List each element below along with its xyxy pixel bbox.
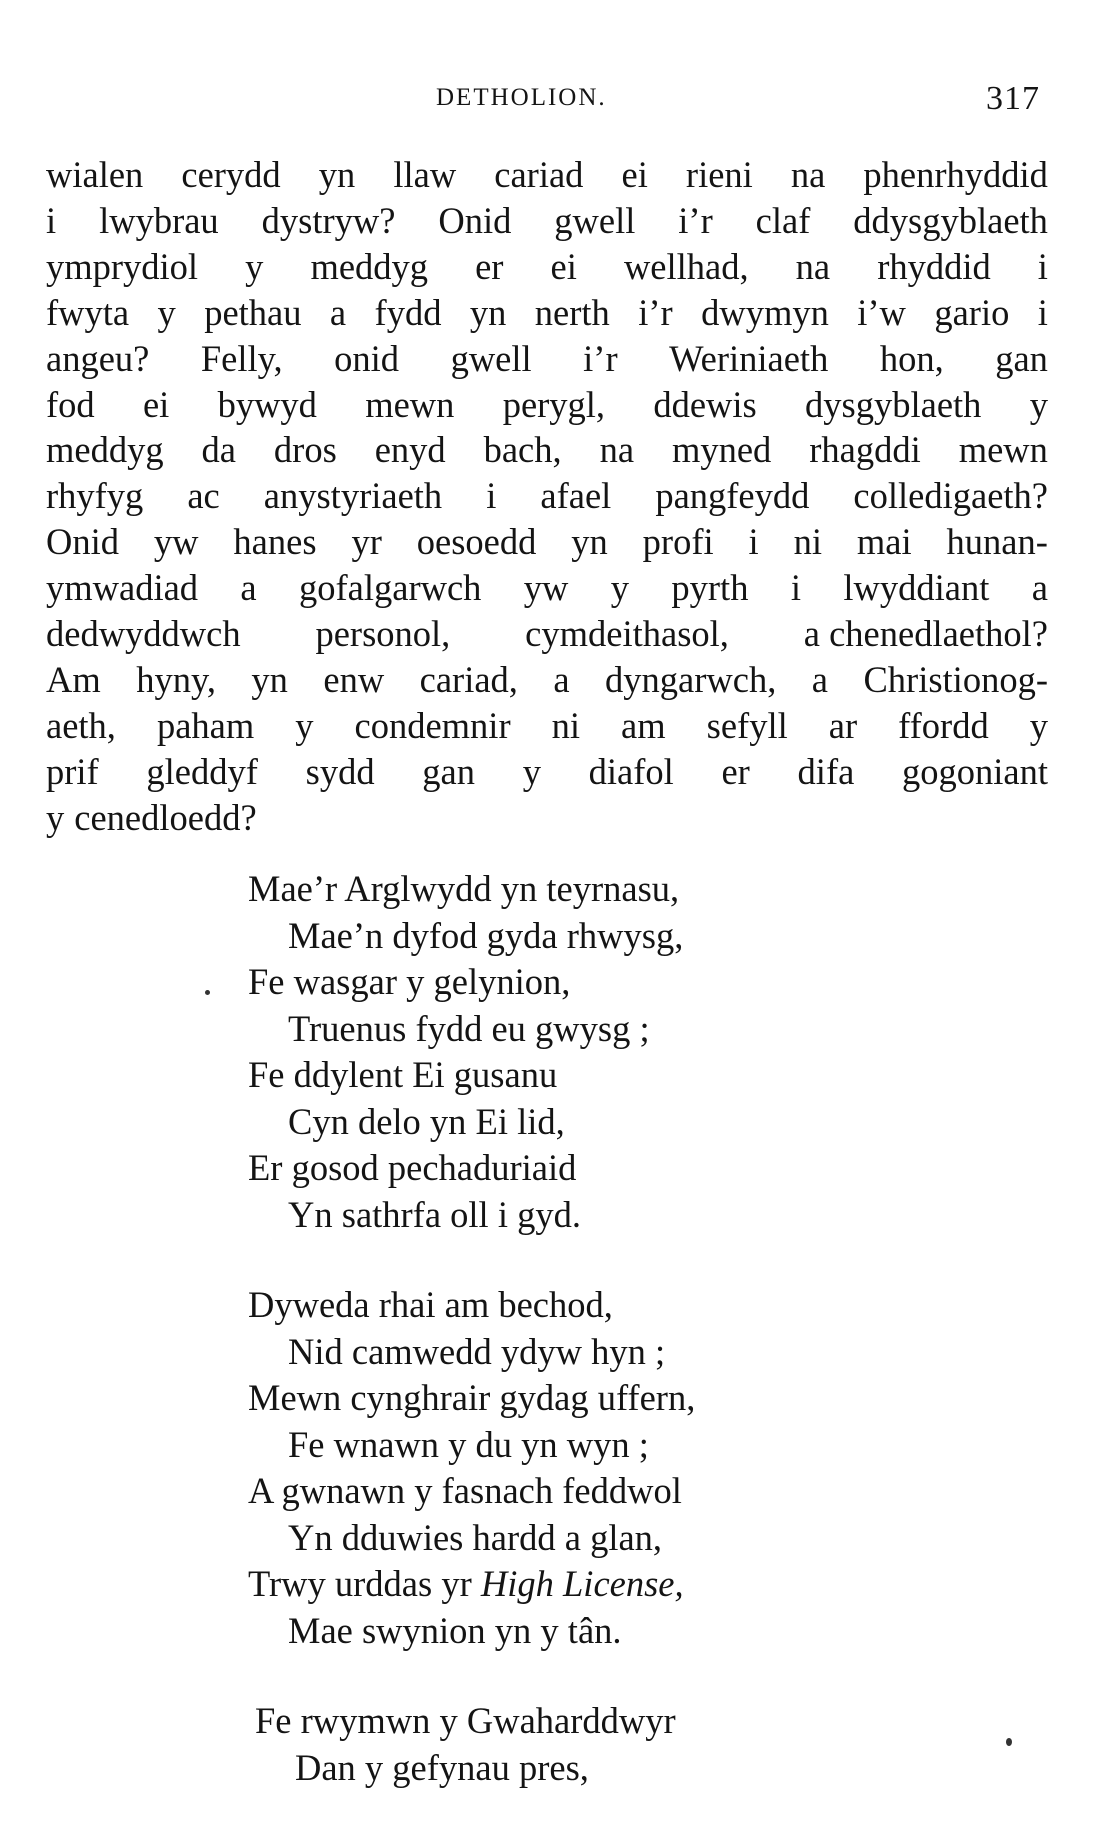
prose-word: er: [721, 750, 750, 792]
prose-word: hon,: [879, 337, 944, 379]
print-speck: [1006, 1738, 1012, 1746]
prose-line: [46, 703, 1048, 749]
prose-word: yn: [251, 658, 288, 700]
verse-line: [248, 1099, 968, 1146]
prose-word: pyrth: [671, 567, 749, 609]
prose-word: y: [46, 796, 65, 838]
prose-word: gofalgarwch: [299, 567, 482, 609]
verse-line-text: Fe rwymwn y Gwaharddwyr: [255, 1700, 676, 1741]
prose-line: [46, 565, 1048, 611]
prose-word: ac: [187, 475, 220, 517]
prose-word: mewn: [958, 429, 1048, 471]
prose-line: [46, 749, 1048, 795]
prose-word: wellhad,: [623, 245, 749, 287]
prose-word: perygl,: [502, 383, 606, 425]
prose-word: enw: [323, 658, 385, 700]
prose-word: ddewis: [653, 383, 757, 425]
prose-word: am: [621, 704, 666, 746]
verse-line: [248, 1608, 968, 1655]
prose-word: yr: [351, 521, 382, 563]
running-title: DETHOLION.: [436, 84, 607, 111]
prose-word: yn: [571, 521, 608, 563]
prose-word: rhyfyg: [46, 475, 144, 517]
verse-stanza-1: [248, 866, 968, 1238]
verse-line-text: Fe wnawn y du yn wyn ;: [288, 1423, 649, 1465]
verse-line-text: Dyweda rhai am bechod,: [248, 1284, 613, 1325]
verse-line: [255, 1698, 975, 1745]
prose-paragraph: [46, 152, 1048, 841]
verse-line-text: Mae’r Arglwydd yn teyrnasu,: [248, 868, 680, 909]
prose-word: y: [610, 567, 630, 609]
prose-word: na: [790, 154, 826, 195]
prose-word: ymwadiad: [46, 567, 199, 609]
prose-word: i: [46, 199, 57, 241]
prose-word: lwybrau: [99, 199, 219, 241]
prose-word: cariad,: [419, 658, 518, 700]
prose-word: gwell: [450, 337, 532, 379]
verse-line: [248, 913, 968, 960]
prose-word: cariad: [494, 154, 584, 195]
prose-line: [46, 611, 1048, 657]
prose-word: Onid: [438, 199, 512, 241]
verse-line-text: Trwy urddas yr: [248, 1563, 481, 1604]
prose-word: nerth: [534, 291, 610, 333]
prose-word: gario: [934, 291, 1010, 333]
verse-line: [255, 1745, 975, 1792]
prose-word: personol,: [315, 613, 451, 655]
prose-word: i’r: [638, 291, 673, 333]
prose-word: aeth,: [46, 704, 116, 746]
verse-line: [248, 1282, 968, 1329]
prose-word: i’r: [583, 337, 618, 379]
prose-word: hanes: [233, 521, 317, 563]
prose-word: i: [748, 521, 759, 563]
verse-line: [248, 1192, 968, 1239]
page-number: 317: [986, 80, 1040, 117]
prose-word: er: [475, 245, 504, 287]
prose-word: profi: [642, 521, 714, 563]
prose-word: Weriniaeth: [669, 337, 829, 379]
prose-word: dystryw?: [261, 199, 396, 241]
verse-line-italic: High License,: [480, 1563, 684, 1604]
prose-word: phenrhyddid: [863, 154, 1048, 195]
prose-word: lwyddiant: [843, 567, 990, 609]
prose-word: myned: [671, 429, 772, 471]
prose-line: [46, 795, 1048, 841]
prose-word: sefyll: [706, 704, 788, 746]
prose-word: afael: [540, 475, 612, 517]
verse-line-text: Truenus fydd eu gwysg ;: [288, 1007, 650, 1049]
prose-word: na: [599, 429, 635, 471]
prose-line: [46, 382, 1048, 428]
prose-word: mai: [856, 521, 912, 563]
prose-word: ei: [550, 245, 577, 287]
prose-word: i’r: [678, 199, 713, 241]
prose-word: dedwyddwch: [46, 613, 241, 655]
verse-line-text: Mewn cynghrair gydag uffern,: [248, 1377, 696, 1418]
prose-word: diafol: [588, 750, 674, 792]
prose-word: ffordd: [898, 704, 989, 746]
prose-word: gan: [422, 750, 475, 792]
prose-word: a: [329, 291, 347, 333]
prose-word: i: [486, 475, 497, 517]
prose-word: claf: [755, 199, 811, 241]
verse-line-text: Yn sathrfa oll i gyd.: [288, 1193, 581, 1235]
prose-line: [46, 244, 1048, 290]
prose-word: yn: [318, 154, 356, 195]
verse-line: [248, 1006, 968, 1053]
prose-word: colledigaeth?: [853, 475, 1048, 517]
prose-word: fwyta: [46, 291, 130, 333]
prose-word: cerydd: [181, 154, 281, 195]
prose-word: cymdeithasol,: [525, 613, 729, 655]
prose-word: ni: [551, 704, 581, 746]
prose-word: gan: [995, 337, 1048, 379]
prose-word: dysgyblaeth: [805, 383, 982, 425]
prose-word: ar: [828, 704, 858, 746]
prose-word: enyd: [374, 429, 446, 471]
prose-word: da: [201, 429, 236, 471]
verse-stanza-3: [255, 1698, 975, 1791]
verse-line-text: Er gosod pechaduriaid: [248, 1147, 577, 1188]
prose-word: mewn: [365, 383, 455, 425]
prose-word: difa: [797, 750, 855, 792]
prose-word: i’w: [857, 291, 906, 333]
prose-line: [46, 336, 1048, 382]
prose-word: ei: [621, 154, 648, 195]
verse-line: [248, 1515, 968, 1562]
verse-line: [248, 1468, 968, 1515]
prose-word: yn: [469, 291, 507, 333]
prose-word: y: [295, 704, 314, 746]
verse-line: [248, 1052, 968, 1099]
prose-word: Christionog-: [863, 658, 1048, 700]
prose-line: [46, 657, 1048, 703]
verse-line: [248, 1329, 968, 1376]
prose-word: y: [245, 245, 264, 287]
verse-line-text: Dan y gefynau pres,: [295, 1746, 589, 1788]
prose-word: y: [522, 750, 541, 792]
verse-line: [248, 959, 968, 1006]
prose-word: bywyd: [217, 383, 317, 425]
prose-word: Am: [46, 658, 101, 700]
print-speck: [205, 990, 210, 995]
prose-word: sydd: [305, 750, 375, 792]
prose-word: gwell: [554, 199, 636, 241]
prose-word: a: [240, 567, 257, 609]
prose-word: anystyriaeth: [263, 475, 443, 517]
prose-word: bach,: [483, 429, 562, 471]
prose-word: pethau: [204, 291, 302, 333]
prose-word: rhyddid: [877, 245, 991, 287]
verse-stanza-2: [248, 1282, 968, 1654]
prose-line: [46, 152, 1048, 198]
prose-word: paham: [156, 704, 255, 746]
prose-word: dwymyn: [701, 291, 829, 333]
prose-line: [46, 473, 1048, 519]
prose-word: rieni: [685, 154, 753, 195]
prose-word: oesoedd: [416, 521, 537, 563]
verse-line-text: A gwnawn y fasnach feddwol: [248, 1470, 682, 1511]
verse-line-text: Fe wasgar y gelynion,: [248, 961, 571, 1002]
prose-word: y: [1029, 383, 1048, 425]
prose-word: dyngarwch,: [605, 658, 777, 700]
verse-line-text: Nid camwedd ydyw hyn ;: [288, 1330, 666, 1372]
prose-word: llaw: [393, 154, 457, 195]
prose-word: y: [157, 291, 176, 333]
prose-line: [46, 519, 1048, 565]
prose-line: [46, 198, 1048, 244]
prose-word: Onid: [46, 521, 119, 563]
verse-line: [248, 1561, 968, 1608]
prose-word: na: [795, 245, 831, 287]
prose-word: onid: [334, 337, 400, 379]
verse-line-text: Mae swynion yn y tân.: [288, 1609, 622, 1651]
prose-word: angeu?: [46, 337, 150, 379]
prose-word: ei: [142, 383, 170, 425]
verse-line-text: Cyn delo yn Ei lid,: [288, 1100, 565, 1142]
prose-word: wialen: [46, 154, 144, 195]
prose-word: pangfeydd: [655, 475, 810, 517]
prose-word: meddyg: [310, 245, 429, 287]
prose-word: fydd: [374, 291, 442, 333]
verse-line: [248, 1422, 968, 1469]
verse-line: [248, 1375, 968, 1422]
prose-word: a: [553, 658, 570, 700]
prose-word: ni: [793, 521, 822, 563]
prose-word: a chenedlaethol?: [803, 613, 1048, 655]
prose-word: a: [1031, 567, 1048, 609]
prose-word: i: [1037, 291, 1048, 333]
verse-line-text: Fe ddylent Ei gusanu: [248, 1054, 558, 1095]
prose-word: gleddyf: [146, 750, 258, 792]
prose-word: a: [811, 658, 828, 700]
prose-word: i: [790, 567, 801, 609]
prose-word: yw: [153, 521, 199, 563]
verse-line-text: Mae’n dyfod gyda rhwysg,: [288, 914, 684, 956]
prose-word: meddyg: [46, 429, 164, 471]
running-head: [0, 80, 1105, 124]
prose-word: hyny,: [136, 658, 216, 700]
prose-word: gogoniant: [902, 750, 1048, 792]
prose-word: prif: [46, 750, 99, 792]
verse-line-text: Yn dduwies hardd a glan,: [288, 1516, 663, 1558]
prose-word: yw: [523, 567, 569, 609]
verse-line: [248, 1145, 968, 1192]
prose-word: y: [1029, 704, 1048, 746]
prose-word: hunan-: [946, 521, 1048, 563]
prose-word: dros: [273, 429, 337, 471]
prose-word: ymprydiol: [46, 245, 199, 287]
prose-word: Felly,: [200, 337, 283, 379]
prose-word: cenedloedd?: [74, 796, 257, 838]
prose-line: [46, 427, 1048, 473]
prose-word: fod: [46, 383, 95, 425]
prose-line: [46, 290, 1048, 336]
prose-word: condemnir: [354, 704, 511, 746]
prose-word: ddysgyblaeth: [853, 199, 1048, 241]
prose-word: i: [1037, 245, 1048, 287]
verse-line: [248, 866, 968, 913]
prose-word: rhagddi: [809, 429, 921, 471]
